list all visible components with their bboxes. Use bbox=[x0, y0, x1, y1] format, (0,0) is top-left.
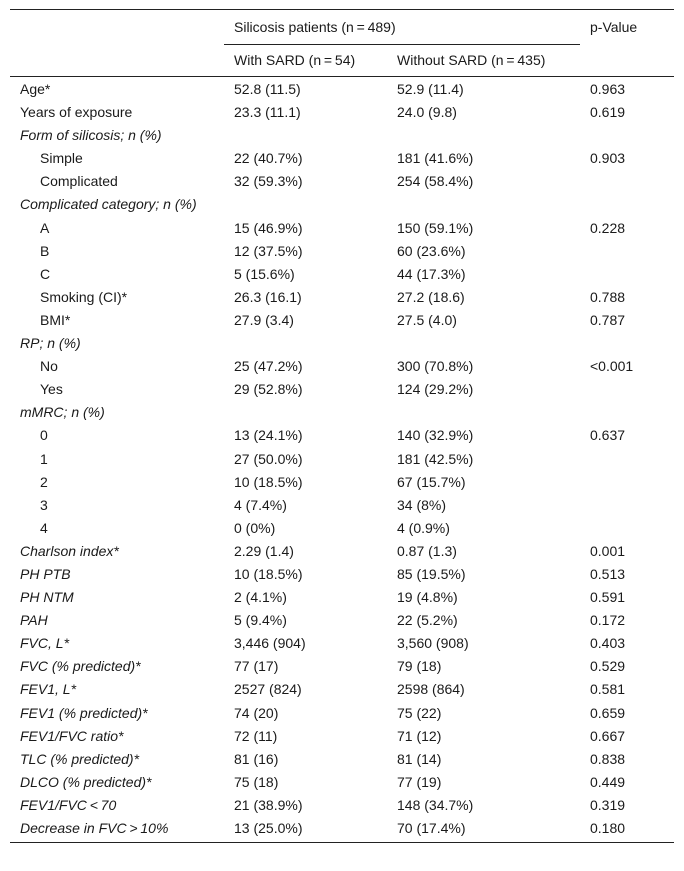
with-sard-value: 22 (40.7%) bbox=[234, 150, 303, 167]
row-label: Complicated category; n (%) bbox=[20, 196, 197, 213]
without-sard-value: 67 (15.7%) bbox=[397, 473, 466, 490]
table-row bbox=[10, 193, 674, 216]
table-row bbox=[10, 401, 674, 424]
table-row bbox=[10, 332, 674, 355]
table-row bbox=[10, 771, 674, 794]
row-label: Smoking (CI)* bbox=[40, 288, 128, 305]
without-sard-value: 24.0 (9.8) bbox=[397, 104, 457, 121]
without-sard-value: 148 (34.7%) bbox=[397, 796, 474, 813]
with-sard-value: 2527 (824) bbox=[234, 681, 302, 698]
without-sard-value: 150 (59.1%) bbox=[397, 219, 474, 236]
without-sard-value: 81 (14) bbox=[397, 750, 442, 767]
row-label: Decrease in FVC > 10% bbox=[20, 820, 169, 836]
p-value: 0.319 bbox=[590, 796, 626, 813]
without-sard-header: Without SARD (n = 435) bbox=[397, 52, 546, 68]
table-row bbox=[10, 263, 674, 286]
table-row bbox=[10, 448, 674, 471]
with-sard-value: 72 (11) bbox=[234, 727, 278, 744]
table-body bbox=[10, 77, 674, 842]
without-sard-value: 79 (18) bbox=[397, 658, 442, 675]
table-row bbox=[10, 517, 674, 540]
p-value: 0.788 bbox=[590, 288, 626, 305]
with-sard-value: 21 (38.9%) bbox=[234, 796, 303, 813]
table-row bbox=[10, 424, 674, 447]
with-sard-value: 23.3 (11.1) bbox=[234, 104, 301, 121]
with-sard-value: 75 (18) bbox=[234, 773, 279, 790]
without-sard-value: 85 (19.5%) bbox=[397, 565, 466, 582]
without-sard-value: 70 (17.4%) bbox=[397, 820, 466, 836]
table-row bbox=[10, 748, 674, 771]
table-row bbox=[10, 217, 674, 240]
row-label: Yes bbox=[40, 381, 63, 398]
row-label: FEV1, L* bbox=[20, 681, 77, 698]
with-sard-value: 77 (17) bbox=[234, 658, 279, 675]
row-label: C bbox=[40, 265, 51, 282]
header-row-1 bbox=[10, 10, 674, 44]
with-sard-header: With SARD (n = 54) bbox=[234, 52, 356, 68]
p-value: 0.619 bbox=[590, 104, 626, 121]
silicosis-table bbox=[10, 9, 674, 843]
row-label: mMRC; n (%) bbox=[20, 404, 105, 421]
row-label: FEV1/FVC < 70 bbox=[20, 796, 117, 813]
without-sard-value: 27.2 (18.6) bbox=[397, 288, 465, 305]
table-row bbox=[10, 678, 674, 701]
with-sard-value: 4 (7.4%) bbox=[234, 496, 287, 513]
header-row-2 bbox=[10, 44, 674, 76]
table-row bbox=[10, 563, 674, 586]
table-row bbox=[10, 725, 674, 748]
with-sard-value: 15 (46.9%) bbox=[234, 219, 303, 236]
table-row bbox=[10, 540, 674, 563]
p-value: 0.449 bbox=[590, 773, 626, 790]
row-label: 4 bbox=[40, 519, 48, 536]
group-header: Silicosis patients (n = 489) bbox=[234, 19, 396, 35]
p-value: 0.529 bbox=[590, 658, 626, 675]
row-label: PH PTB bbox=[20, 565, 71, 582]
row-label: Age* bbox=[20, 81, 51, 97]
table-row bbox=[10, 355, 674, 378]
without-sard-value: 2598 (864) bbox=[397, 681, 465, 698]
row-label: PAH bbox=[20, 612, 48, 629]
row-label: B bbox=[40, 242, 50, 259]
p-value: 0.903 bbox=[590, 150, 626, 167]
p-value: 0.787 bbox=[590, 311, 626, 328]
with-sard-value: 12 (37.5%) bbox=[234, 242, 303, 259]
p-value: 0.591 bbox=[590, 589, 626, 606]
table-bottom-rule bbox=[10, 842, 674, 843]
pvalue-header: p-Value bbox=[590, 19, 638, 35]
p-value: 0.838 bbox=[590, 750, 626, 767]
with-sard-value: 29 (52.8%) bbox=[234, 381, 303, 398]
with-sard-value: 5 (15.6%) bbox=[234, 265, 295, 282]
row-label: FVC (% predicted)* bbox=[20, 658, 141, 675]
without-sard-value: 4 (0.9%) bbox=[397, 519, 450, 536]
row-label: BMI* bbox=[40, 311, 71, 328]
without-sard-value: 71 (12) bbox=[397, 727, 442, 744]
p-value: 0.659 bbox=[590, 704, 626, 721]
with-sard-value: 3,446 (904) bbox=[234, 635, 306, 652]
without-sard-value: 22 (5.2%) bbox=[397, 612, 458, 629]
p-value: 0.001 bbox=[590, 542, 626, 559]
without-sard-value: 60 (23.6%) bbox=[397, 242, 466, 259]
table-row bbox=[10, 471, 674, 494]
without-sard-value: 300 (70.8%) bbox=[397, 358, 474, 375]
without-sard-value: 34 (8%) bbox=[397, 496, 447, 513]
with-sard-value: 32 (59.3%) bbox=[234, 173, 303, 190]
row-label: Simple bbox=[40, 150, 83, 167]
with-sard-value: 13 (24.1%) bbox=[234, 427, 303, 444]
with-sard-value: 52.8 (11.5) bbox=[234, 81, 301, 97]
without-sard-value: 75 (22) bbox=[397, 704, 442, 721]
without-sard-value: 19 (4.8%) bbox=[397, 589, 458, 606]
row-label: DLCO (% predicted)* bbox=[20, 773, 152, 790]
table-row bbox=[10, 309, 674, 332]
p-value: 0.228 bbox=[590, 219, 626, 236]
row-label: TLC (% predicted)* bbox=[20, 750, 140, 767]
row-label: FEV1/FVC ratio* bbox=[20, 727, 124, 744]
p-value: 0.637 bbox=[590, 427, 626, 444]
table-row bbox=[10, 378, 674, 401]
without-sard-value: 181 (42.5%) bbox=[397, 450, 474, 467]
without-sard-value: 140 (32.9%) bbox=[397, 427, 474, 444]
row-label: Form of silicosis; n (%) bbox=[20, 127, 162, 144]
with-sard-value: 26.3 (16.1) bbox=[234, 288, 302, 305]
p-value: 0.581 bbox=[590, 681, 626, 698]
with-sard-value: 5 (9.4%) bbox=[234, 612, 287, 629]
with-sard-value: 10 (18.5%) bbox=[234, 565, 303, 582]
p-value: 0.667 bbox=[590, 727, 626, 744]
without-sard-value: 52.9 (11.4) bbox=[397, 81, 464, 97]
with-sard-value: 10 (18.5%) bbox=[234, 473, 303, 490]
without-sard-value: 27.5 (4.0) bbox=[397, 311, 457, 328]
row-label: 3 bbox=[40, 496, 48, 513]
with-sard-value: 81 (16) bbox=[234, 750, 279, 767]
table-row bbox=[10, 124, 674, 147]
table-row bbox=[10, 632, 674, 655]
table-row bbox=[10, 655, 674, 678]
p-value: 0.172 bbox=[590, 612, 626, 629]
with-sard-value: 2.29 (1.4) bbox=[234, 542, 294, 559]
table-row bbox=[10, 794, 674, 817]
table-row bbox=[10, 286, 674, 309]
table-row bbox=[10, 494, 674, 517]
row-label: RP; n (%) bbox=[20, 335, 81, 352]
table-row bbox=[10, 586, 674, 609]
table-row bbox=[10, 170, 674, 193]
row-label: 0 bbox=[40, 427, 48, 444]
p-value: 0.963 bbox=[590, 81, 626, 97]
p-value: 0.180 bbox=[590, 820, 626, 836]
p-value: <0.001 bbox=[590, 358, 634, 375]
with-sard-value: 27 (50.0%) bbox=[234, 450, 303, 467]
table-row bbox=[10, 702, 674, 725]
row-label: PH NTM bbox=[20, 589, 74, 606]
with-sard-value: 25 (47.2%) bbox=[234, 358, 303, 375]
without-sard-value: 77 (19) bbox=[397, 773, 442, 790]
row-label: Years of exposure bbox=[20, 104, 133, 121]
table-row bbox=[10, 240, 674, 263]
without-sard-value: 254 (58.4%) bbox=[397, 173, 474, 190]
table-row bbox=[10, 101, 674, 124]
with-sard-value: 2 (4.1%) bbox=[234, 589, 287, 606]
row-label: Charlson index* bbox=[20, 542, 119, 559]
row-label: 1 bbox=[40, 450, 48, 467]
p-value: 0.403 bbox=[590, 635, 626, 652]
table-row bbox=[10, 609, 674, 632]
with-sard-value: 74 (20) bbox=[234, 704, 279, 721]
row-label: A bbox=[40, 219, 50, 236]
row-label: FEV1 (% predicted)* bbox=[20, 704, 148, 721]
p-value: 0.513 bbox=[590, 565, 626, 582]
row-label: FVC, L* bbox=[20, 635, 70, 652]
without-sard-value: 0.87 (1.3) bbox=[397, 542, 457, 559]
table-row bbox=[10, 78, 674, 101]
row-label: No bbox=[40, 358, 58, 375]
row-label: Complicated bbox=[40, 173, 118, 190]
without-sard-value: 124 (29.2%) bbox=[397, 381, 474, 398]
without-sard-value: 44 (17.3%) bbox=[397, 265, 466, 282]
with-sard-value: 13 (25.0%) bbox=[234, 820, 303, 836]
with-sard-value: 27.9 (3.4) bbox=[234, 311, 294, 328]
without-sard-value: 3,560 (908) bbox=[397, 635, 469, 652]
row-label: 2 bbox=[40, 473, 48, 490]
table-row bbox=[10, 817, 674, 840]
without-sard-value: 181 (41.6%) bbox=[397, 150, 474, 167]
table-row bbox=[10, 147, 674, 170]
with-sard-value: 0 (0%) bbox=[234, 519, 276, 536]
